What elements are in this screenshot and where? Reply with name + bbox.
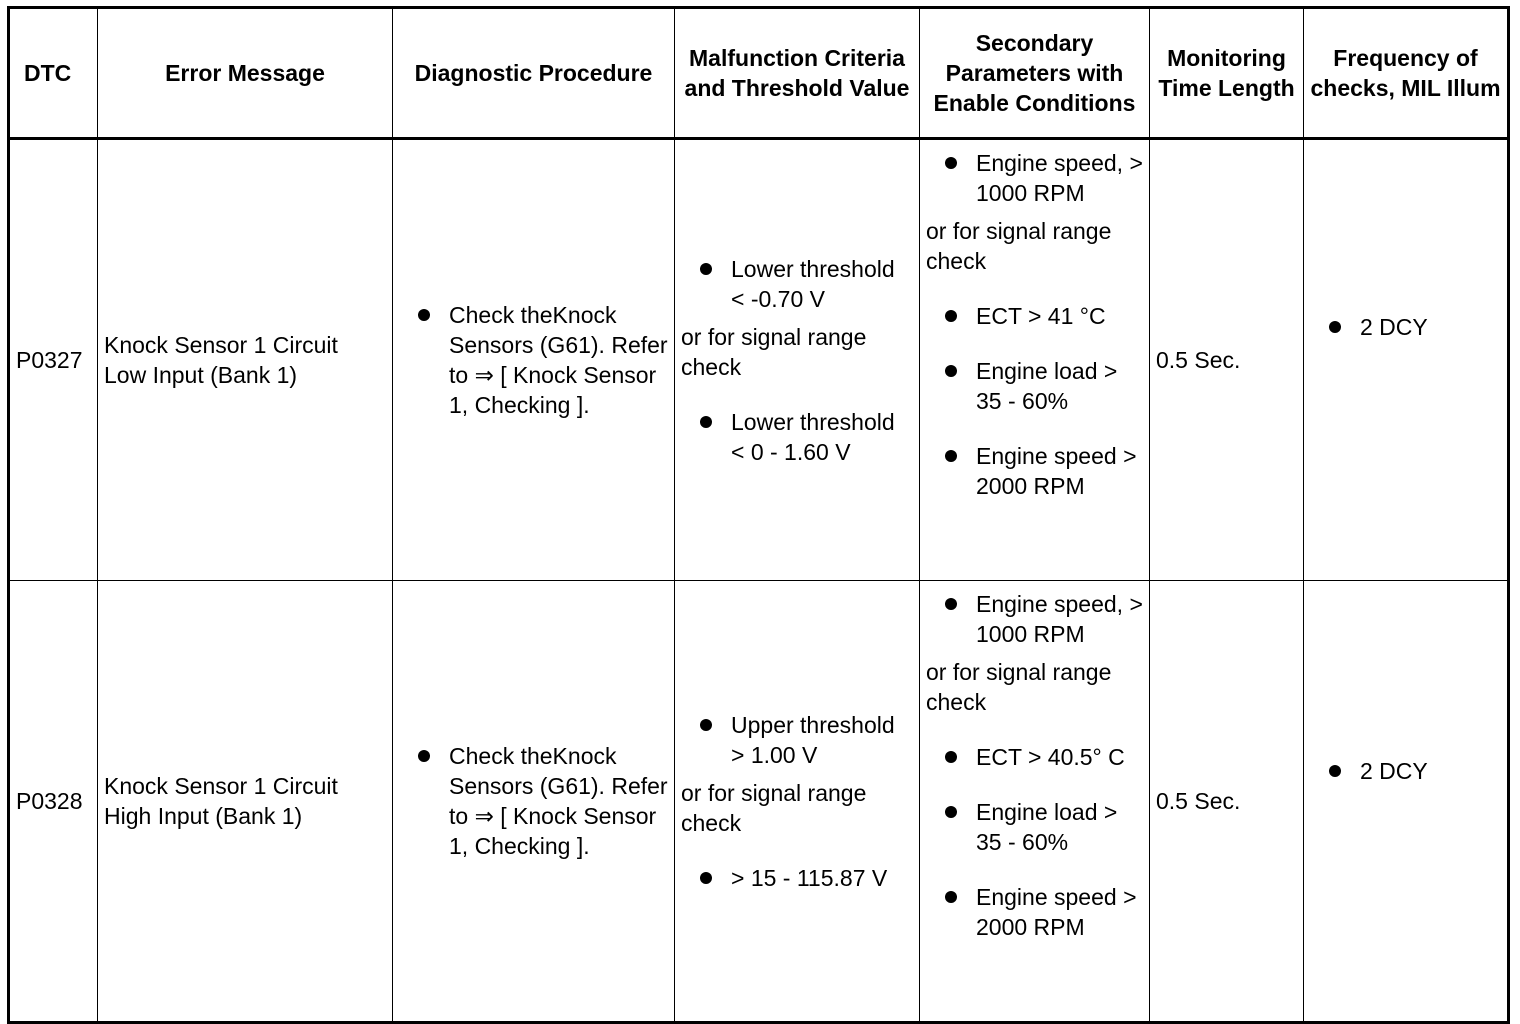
error-message: Knock Sensor 1 Circuit High Input (Bank 1) <box>98 581 393 1023</box>
secondary-item <box>926 797 1143 857</box>
secondary-parameters-cell <box>920 139 1150 581</box>
secondary-text: Engine speed, > 1000 RPM <box>976 150 1143 206</box>
frequency-text: 2 DCY <box>1360 314 1428 340</box>
header-diagnostic-procedure: Diagnostic Procedure <box>393 8 675 139</box>
header-secondary-parameters: Secondary Parameters with Enable Conditions <box>920 8 1150 139</box>
header-dtc: DTC <box>9 8 98 139</box>
header-malfunction-criteria: Malfunction Criteria and Threshold Value <box>675 8 920 139</box>
bullet-icon <box>700 719 712 731</box>
bullet-icon <box>945 598 957 610</box>
monitoring-time: 0.5 Sec. <box>1150 581 1304 1023</box>
dtc-code: P0327 <box>9 139 98 581</box>
malfunction-item <box>681 407 913 467</box>
secondary-text: Engine speed > 2000 RPM <box>976 884 1137 940</box>
bullet-icon <box>945 157 957 169</box>
dtc-code: P0328 <box>9 581 98 1023</box>
malfunction-text: Lower threshold < -0.70 V <box>731 255 895 312</box>
secondary-text: Engine speed, > 1000 RPM <box>976 591 1143 647</box>
malfunction-text: Upper threshold > 1.00 V <box>731 711 895 768</box>
secondary-text: Engine load > 35 - 60% <box>976 799 1118 855</box>
secondary-text: Engine speed > 2000 RPM <box>976 443 1137 499</box>
frequency-item <box>1310 312 1501 342</box>
bullet-icon <box>418 309 430 321</box>
malfunction-text: > 15 - 115.87 V <box>731 864 888 891</box>
bullet-icon <box>418 750 430 762</box>
error-message: Knock Sensor 1 Circuit Low Input (Bank 1) <box>98 139 393 581</box>
bullet-icon <box>945 310 957 322</box>
bullet-icon <box>945 806 957 818</box>
header-row <box>9 8 1509 139</box>
malfunction-connector: or for signal range check <box>681 779 867 836</box>
frequency-item <box>1310 756 1501 786</box>
secondary-connector: or for signal range check <box>926 218 1112 274</box>
secondary-item <box>926 148 1143 208</box>
bullet-icon <box>700 416 712 428</box>
malfunction-item <box>681 863 913 893</box>
frequency-cell <box>1304 581 1509 1023</box>
dtc-table <box>7 6 1510 1024</box>
secondary-text: ECT > 41 °C <box>976 303 1106 329</box>
monitoring-time: 0.5 Sec. <box>1150 139 1304 581</box>
secondary-text: Engine load > 35 - 60% <box>976 358 1118 414</box>
secondary-item <box>926 589 1143 649</box>
bullet-icon <box>700 263 712 275</box>
bullet-icon <box>945 751 957 763</box>
diagnostic-procedure-cell <box>393 581 675 1023</box>
table-row <box>9 139 1509 581</box>
secondary-connector: or for signal range check <box>926 659 1112 715</box>
malfunction-cell <box>675 581 920 1023</box>
bullet-icon <box>1329 321 1341 333</box>
secondary-parameters-cell <box>920 581 1150 1023</box>
procedure-text: Check theKnock Sensors (G61). Refer to ⇒ [ Knock Sensor 1, Checking ]. <box>449 743 668 859</box>
header-frequency: Frequency of checks, MIL Illum <box>1304 8 1509 139</box>
header-error-message: Error Message <box>98 8 393 139</box>
diagnostic-procedure-cell <box>393 139 675 581</box>
malfunction-item <box>681 254 913 314</box>
malfunction-item <box>681 710 913 770</box>
malfunction-text: Lower threshold < 0 - 1.60 V <box>731 408 895 465</box>
frequency-cell <box>1304 139 1509 581</box>
header-monitoring-time: Monitoring Time Length <box>1150 8 1304 139</box>
secondary-item <box>926 301 1143 331</box>
malfunction-connector: or for signal range check <box>681 323 867 380</box>
bullet-icon <box>945 365 957 377</box>
secondary-item <box>926 356 1143 416</box>
frequency-text: 2 DCY <box>1360 758 1428 784</box>
bullet-icon <box>945 891 957 903</box>
malfunction-cell <box>675 139 920 581</box>
procedure-text: Check theKnock Sensors (G61). Refer to ⇒ [ Knock Sensor 1, Checking ]. <box>449 302 668 418</box>
secondary-item <box>926 882 1143 942</box>
bullet-icon <box>1329 765 1341 777</box>
secondary-text: ECT > 40.5° C <box>976 744 1125 770</box>
table-row <box>9 581 1509 1023</box>
secondary-item <box>926 441 1143 501</box>
secondary-item <box>926 742 1143 772</box>
bullet-icon <box>700 872 712 884</box>
bullet-icon <box>945 450 957 462</box>
procedure-item <box>399 741 668 861</box>
procedure-item <box>399 300 668 420</box>
